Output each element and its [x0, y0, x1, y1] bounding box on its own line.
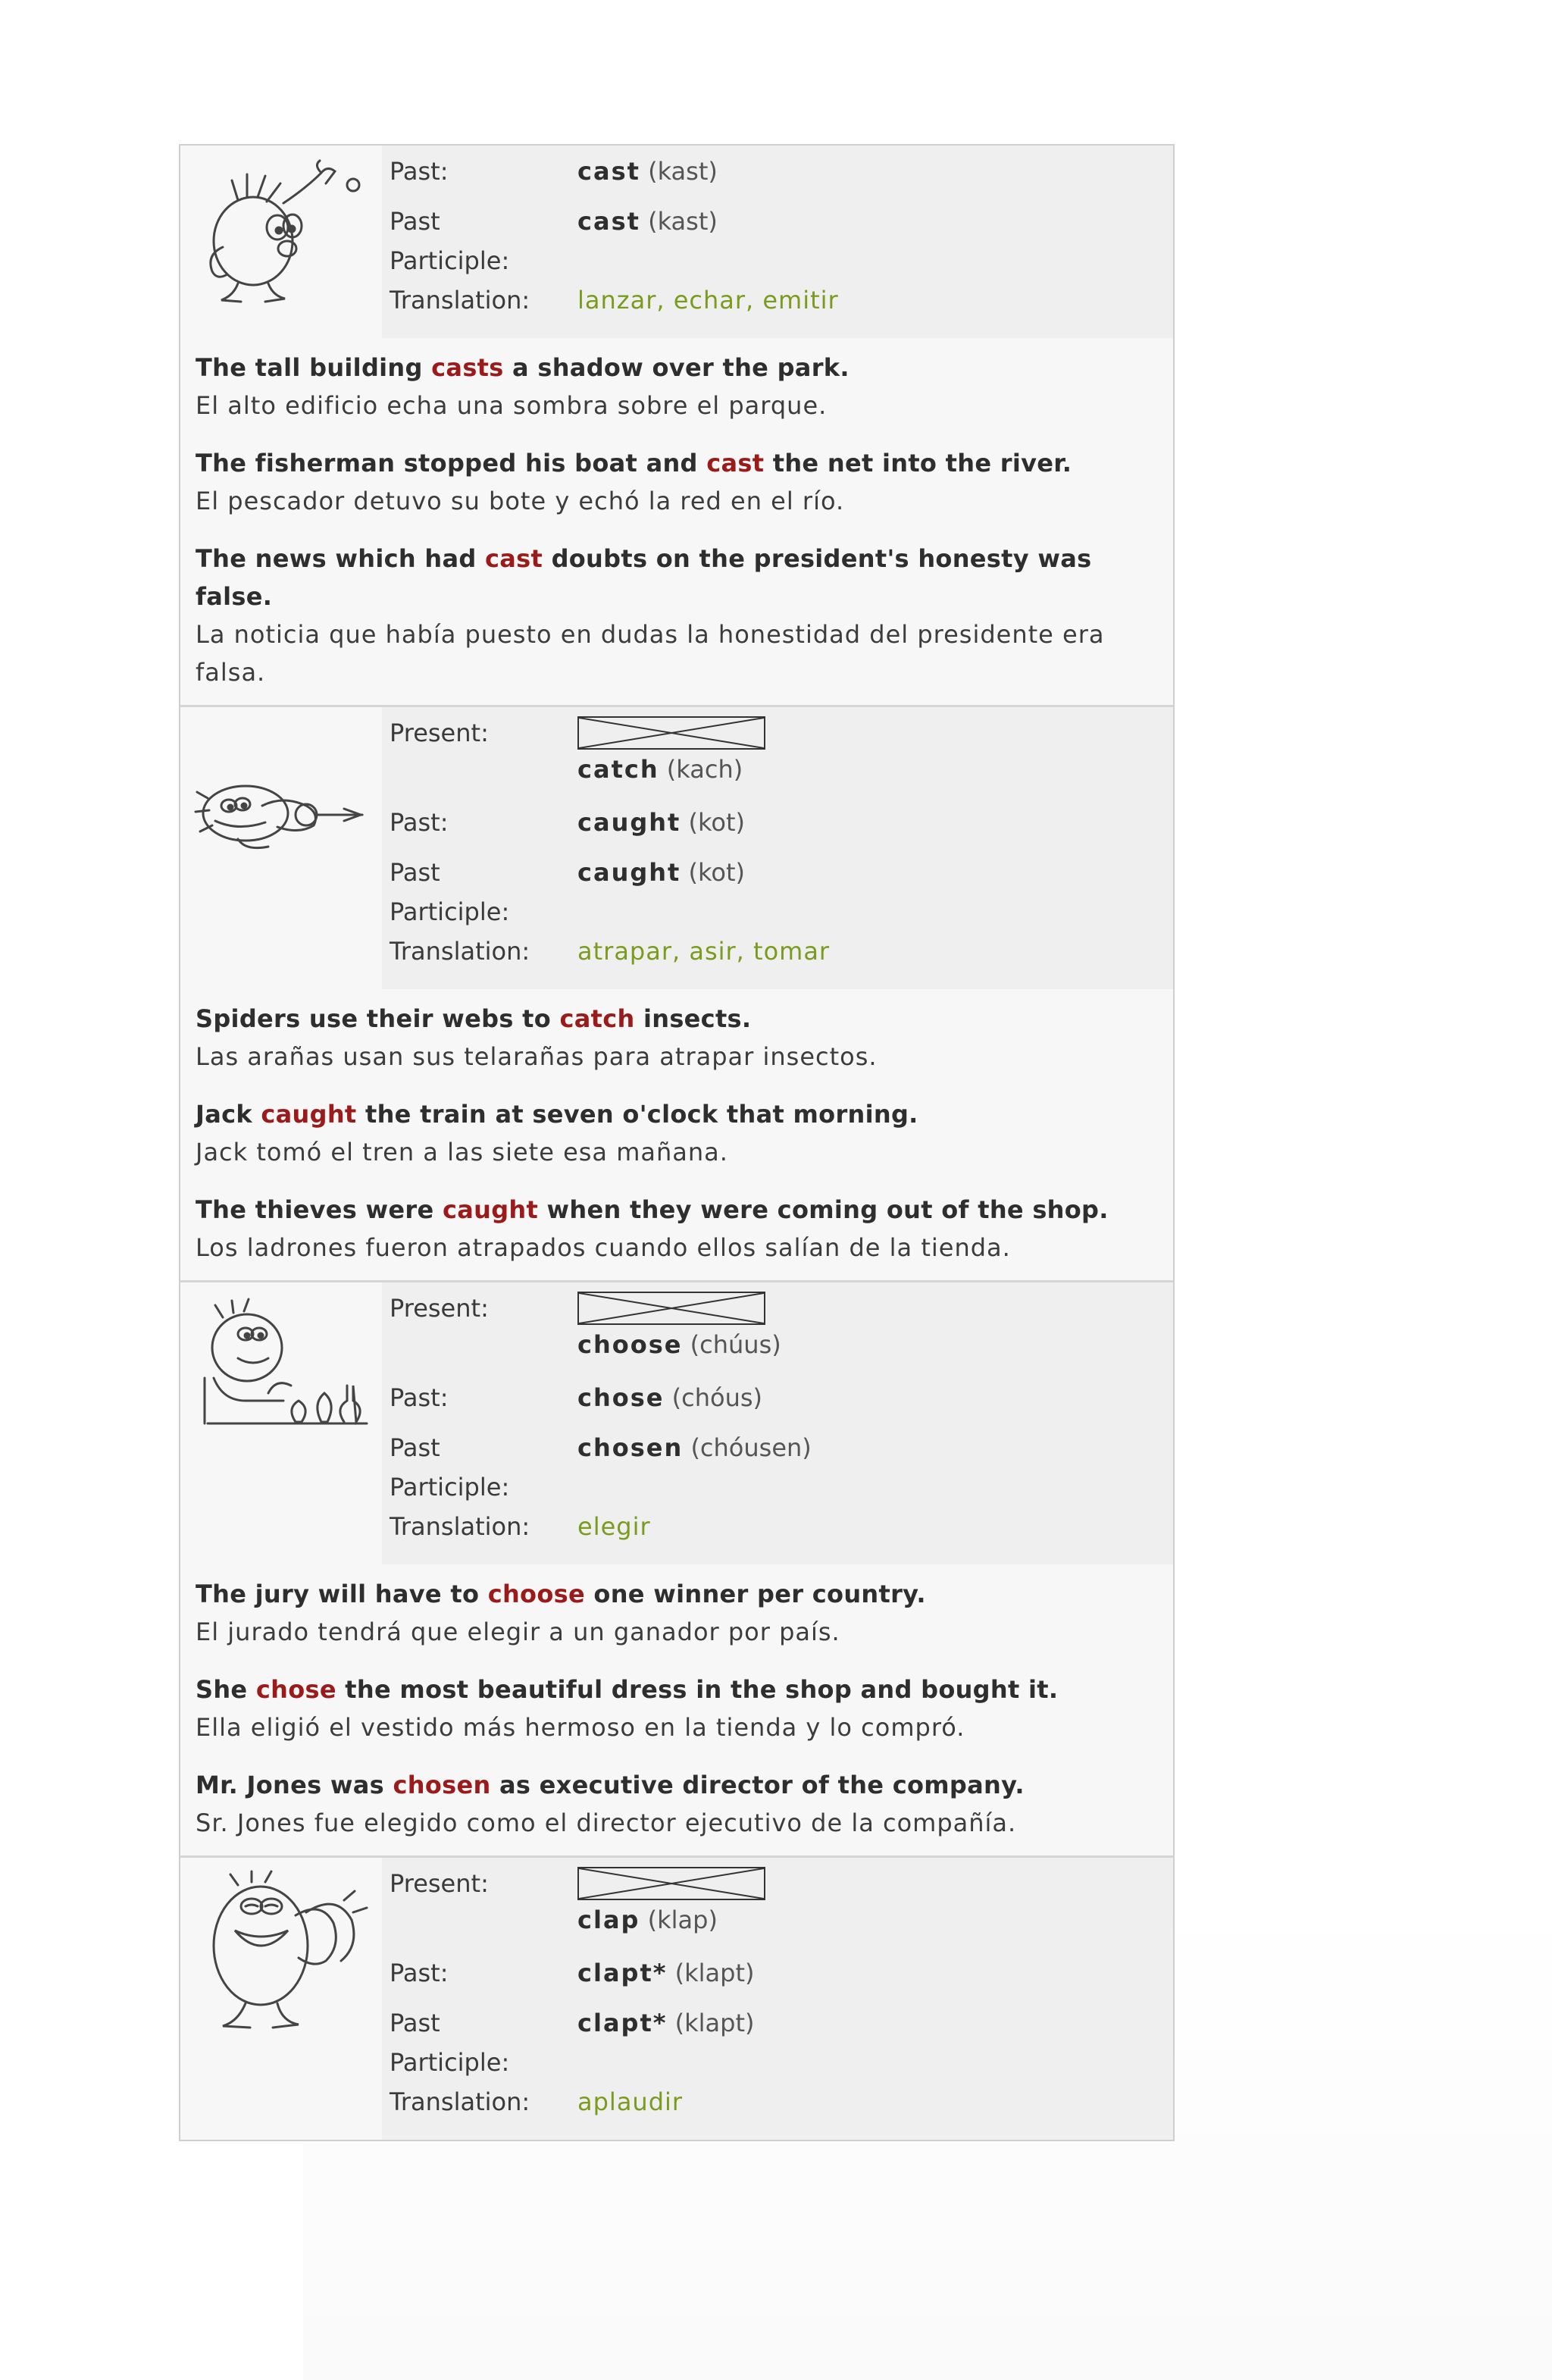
- verb-entry-cast: [180, 146, 1173, 707]
- example-english: [196, 1671, 1158, 1708]
- label-participle-line1: Past: [390, 207, 440, 236]
- label-participle-line1: Past: [390, 1433, 440, 1462]
- verb-forms: [382, 1282, 1173, 1564]
- example-text: The thieves were: [196, 1195, 443, 1224]
- verb-form: caught: [577, 808, 681, 837]
- conjugation-block: [180, 146, 1173, 338]
- highlighted-verb: chosen: [393, 1771, 491, 1799]
- value-participle: [577, 853, 745, 892]
- highlighted-verb: caught: [442, 1195, 539, 1224]
- example-english: [196, 349, 1158, 387]
- verb-form: cast: [577, 157, 640, 186]
- broken-media-icon: [579, 718, 764, 748]
- form-row-participle: [382, 1428, 1173, 1507]
- form-row-past: [382, 152, 1173, 202]
- verb-form: choose: [577, 1330, 683, 1359]
- label-participle-line1: Past: [390, 2009, 440, 2037]
- example-sentences: [180, 989, 1173, 1280]
- form-row-present: [382, 1864, 1173, 1953]
- pronunciation: (kast): [648, 157, 718, 186]
- example: [196, 444, 1158, 520]
- form-row-present: [382, 713, 1173, 803]
- highlighted-verb: caught: [261, 1100, 357, 1129]
- example-text: The tall building: [196, 353, 432, 382]
- highlighted-verb: catch: [559, 1004, 635, 1033]
- example-spanish: Las arañas usan sus telarañas para atrapar insectos.: [196, 1042, 878, 1071]
- value-present: [577, 1864, 765, 1940]
- label-participle: [382, 2003, 577, 2082]
- label-participle: [382, 202, 577, 280]
- translation-value: lanzar, echar, emitir: [577, 286, 839, 315]
- picture-cell: [180, 1858, 382, 2140]
- example-spanish: Ella eligió el vestido más hermoso en la tienda y lo compró.: [196, 1713, 965, 1742]
- conjugation-block: [180, 707, 1173, 989]
- label-present: Present:: [390, 1869, 489, 1898]
- example-text: a shadow over the park.: [503, 353, 850, 382]
- label-participle-line2: Participle:: [390, 246, 510, 275]
- verb-entry-catch: [180, 707, 1173, 1282]
- highlighted-verb: cast: [706, 449, 765, 478]
- translation-value: elegir: [577, 1512, 651, 1541]
- form-row-translation: [382, 932, 1173, 982]
- highlighted-verb: chose: [255, 1675, 336, 1704]
- picture-cell: [180, 146, 382, 338]
- example-text: She: [196, 1675, 256, 1704]
- form-row-participle: [382, 202, 1173, 280]
- example-text: the train at seven o'clock that morning.: [356, 1100, 918, 1129]
- picture-cell: [180, 707, 382, 989]
- example-english: [196, 1095, 1158, 1133]
- example: [196, 1575, 1158, 1651]
- example-text: as executive director of the company.: [490, 1771, 1025, 1799]
- example-text: when they were coming out of the shop.: [538, 1195, 1109, 1224]
- value-past: [577, 152, 718, 191]
- audio-player-placeholder[interactable]: [577, 716, 765, 750]
- pronunciation: (kot): [688, 858, 745, 887]
- highlighted-verb: choose: [487, 1580, 585, 1608]
- conjugation-block: [180, 1858, 1173, 2140]
- example-text: doubts on the president's honesty was false.: [196, 544, 1092, 611]
- value-present: [577, 713, 765, 789]
- example-english: [196, 1191, 1158, 1229]
- verb-form: clapt*: [577, 2009, 668, 2037]
- verb-entry-choose: [180, 1282, 1173, 1858]
- example-spanish: Sr. Jones fue elegido como el director ejecutivo de la compañía.: [196, 1808, 1017, 1837]
- verb-form: caught: [577, 858, 681, 887]
- translation-value: aplaudir: [577, 2087, 684, 2116]
- form-row-past: [382, 803, 1173, 853]
- example-spanish: Jack tomó el tren a las siete esa mañana.: [196, 1138, 728, 1167]
- pronunciation: (klapt): [674, 2009, 755, 2037]
- example: [196, 1766, 1158, 1842]
- example: [196, 1000, 1158, 1076]
- example-english: [196, 1575, 1158, 1613]
- label-participle: [382, 853, 577, 932]
- value-past: [577, 1378, 762, 1417]
- verb-forms: [382, 146, 1173, 338]
- label-participle: [382, 1428, 577, 1507]
- form-row-past: [382, 1378, 1173, 1428]
- value-participle: [577, 1428, 812, 1467]
- example-text: Jack: [196, 1100, 261, 1129]
- label-present: Present:: [390, 1294, 489, 1323]
- example-spanish: El jurado tendrá que elegir a un ganador por país.: [196, 1617, 840, 1646]
- example-text: insects.: [634, 1004, 752, 1033]
- audio-player-placeholder[interactable]: [577, 1867, 765, 1900]
- form-row-past: [382, 1953, 1173, 2003]
- verb-form: clap: [577, 1906, 640, 1934]
- example-sentences: [180, 1564, 1173, 1855]
- pronunciation: (kast): [648, 207, 718, 236]
- pronunciation: (klapt): [674, 1959, 755, 1987]
- picture-cell: [180, 1282, 382, 1564]
- pronunciation: (chóus): [671, 1383, 763, 1412]
- example-spanish: El alto edificio echa una sombra sobre el parque.: [196, 391, 828, 420]
- example-english: [196, 444, 1158, 482]
- cartoon-catching-icon: [192, 753, 374, 882]
- example-text: The fisherman stopped his boat and: [196, 449, 707, 478]
- form-row-present: [382, 1289, 1173, 1378]
- label-past: Past:: [390, 1959, 449, 1987]
- label-translation: Translation:: [390, 2087, 530, 2116]
- example-text: the most beautiful dress in the shop and bought it.: [336, 1675, 1059, 1704]
- label-present: Present:: [390, 719, 489, 747]
- example: [196, 1191, 1158, 1267]
- form-row-participle: [382, 2003, 1173, 2082]
- example-text: The jury will have to: [196, 1580, 488, 1608]
- verb-form: chosen: [577, 1433, 684, 1462]
- cartoon-choosing-icon: [192, 1295, 374, 1439]
- example: [196, 540, 1158, 691]
- example-sentences: [180, 338, 1173, 705]
- label-participle-line2: Participle:: [390, 897, 510, 926]
- verb-form: clapt*: [577, 1959, 668, 1987]
- pronunciation: (kach): [666, 755, 743, 784]
- example-text: Mr. Jones was: [196, 1771, 393, 1799]
- broken-media-icon: [579, 1293, 764, 1323]
- value-past: [577, 803, 745, 842]
- pronunciation: (chóusen): [690, 1433, 812, 1462]
- broken-media-icon: [579, 1868, 764, 1899]
- pronunciation: (chúus): [690, 1330, 781, 1359]
- label-participle-line1: Past: [390, 858, 440, 887]
- label-past: Past:: [390, 157, 449, 186]
- label-translation: Translation:: [390, 937, 530, 966]
- pronunciation: (klap): [647, 1906, 718, 1934]
- example-spanish: Los ladrones fueron atrapados cuando ellos salían de la tienda.: [196, 1233, 1011, 1262]
- example-text: the net into the river.: [764, 449, 1072, 478]
- example: [196, 349, 1158, 424]
- form-row-translation: [382, 1507, 1173, 1557]
- example-english: [196, 540, 1158, 615]
- verb-form: catch: [577, 755, 659, 784]
- cartoon-throwing-icon: [192, 158, 374, 317]
- value-participle: [577, 2003, 755, 2043]
- example-text: Spiders use their webs to: [196, 1004, 560, 1033]
- example: [196, 1095, 1158, 1171]
- audio-player-placeholder[interactable]: [577, 1292, 765, 1325]
- conjugation-block: [180, 1282, 1173, 1564]
- verb-table: [179, 144, 1175, 2141]
- label-past: Past:: [390, 1383, 449, 1412]
- pronunciation: (kot): [688, 808, 745, 837]
- value-present: [577, 1289, 781, 1364]
- example-spanish: El pescador detuvo su bote y echó la red en el río.: [196, 487, 845, 515]
- translation-value: atrapar, asir, tomar: [577, 937, 831, 966]
- label-translation: Translation:: [390, 286, 530, 315]
- verb-form: chose: [577, 1383, 665, 1412]
- label-past: Past:: [390, 808, 449, 837]
- verb-form: cast: [577, 207, 640, 236]
- cartoon-clapping-icon: [192, 1870, 374, 2044]
- highlighted-verb: casts: [431, 353, 504, 382]
- example-text: The news which had: [196, 544, 486, 573]
- form-row-translation: [382, 280, 1173, 330]
- verb-forms: [382, 707, 1173, 989]
- example-english: [196, 1000, 1158, 1038]
- label-participle-line2: Participle:: [390, 2048, 510, 2077]
- verb-forms: [382, 1858, 1173, 2140]
- verb-entry-clap: [180, 1858, 1173, 2140]
- label-translation: Translation:: [390, 1512, 530, 1541]
- value-past: [577, 1953, 755, 1993]
- example: [196, 1671, 1158, 1746]
- value-participle: [577, 202, 718, 241]
- example-english: [196, 1766, 1158, 1804]
- form-row-participle: [382, 853, 1173, 932]
- example-text: one winner per country.: [584, 1580, 926, 1608]
- label-participle-line2: Participle:: [390, 1473, 510, 1502]
- example-spanish: La noticia que había puesto en dudas la honestidad del presidente era falsa.: [196, 620, 1105, 687]
- highlighted-verb: cast: [485, 544, 543, 573]
- form-row-translation: [382, 2082, 1173, 2132]
